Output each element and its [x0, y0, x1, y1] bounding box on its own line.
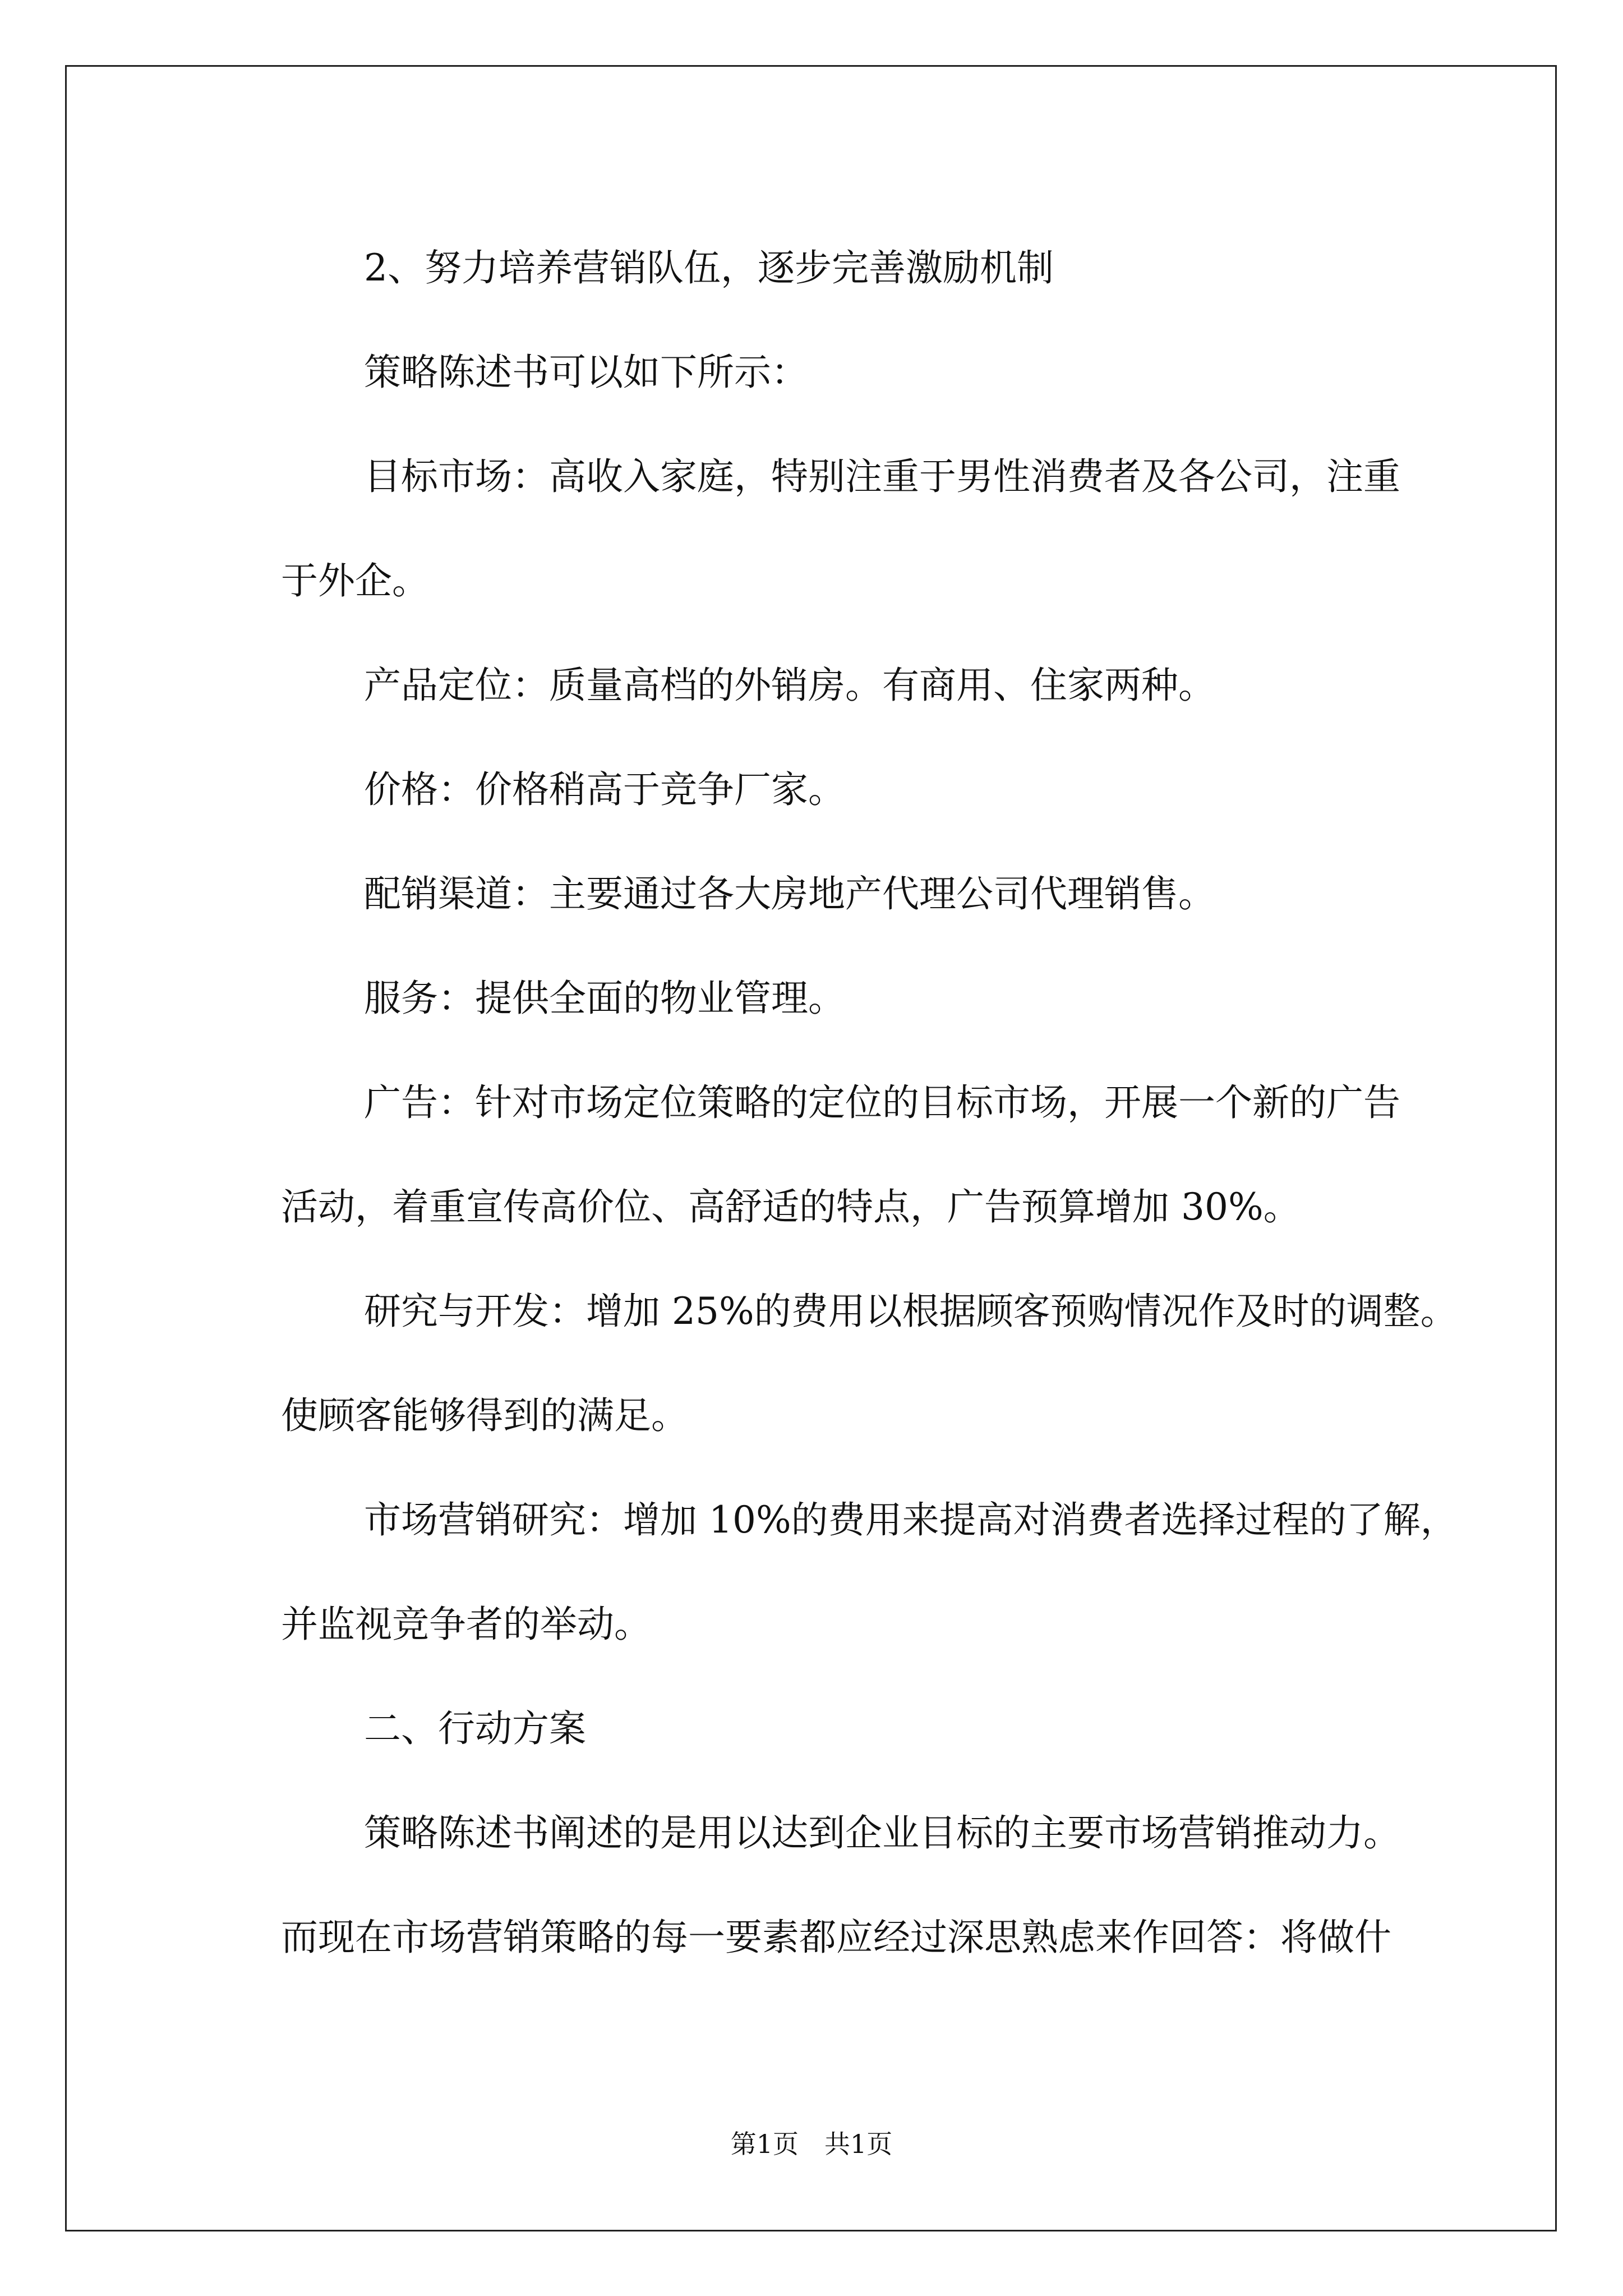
page-footer [0, 2127, 1623, 2161]
text-line: 价格：价格稍高于竞争厂家。 [364, 768, 845, 811]
paragraph [198, 320, 1423, 425]
text-line: 活动，着重宣传高价位、高舒适的特点，广告预算增加 30%。 [281, 1185, 1301, 1228]
paragraph [198, 216, 1423, 320]
paragraph [198, 946, 1423, 1051]
text-line: 广告：针对市场定位策略的定位的目标市场，开展一个新的广告 [364, 1081, 1400, 1124]
paragraph [198, 633, 1423, 738]
page-number-total: 共1页 [824, 2129, 893, 2159]
text-line: 配销渠道：主要通过各大房地产代理公司代理销售。 [364, 872, 1215, 915]
text-line: 研究与开发：增加 25%的费用以根据顾客预购情况作及时的调整。 [364, 1290, 1458, 1333]
paragraph [198, 842, 1423, 946]
text-line: 市场营销研究：增加 10%的费用来提高对消费者选择过程的了解， [364, 1498, 1458, 1542]
document-body [198, 216, 1458, 1990]
text-line: 于外企。 [281, 559, 429, 602]
text-line: 2、努力培养营销队伍，逐步完善激励机制 [364, 246, 1054, 289]
paragraph [198, 1259, 1458, 1468]
paragraph [198, 738, 1423, 842]
section-heading [198, 1677, 1423, 1781]
paragraph [198, 1468, 1458, 1677]
text-line: 二、行动方案 [364, 1707, 586, 1750]
text-line: 并监视竞争者的举动。 [281, 1603, 651, 1646]
text-line: 服务：提供全面的物业管理。 [364, 977, 845, 1020]
paragraph [198, 1051, 1423, 1259]
paragraph [198, 1781, 1423, 1990]
paragraph [198, 425, 1423, 633]
text-line: 策略陈述书可以如下所示： [364, 351, 808, 394]
page-number-current: 第1页 [730, 2129, 799, 2159]
text-line: 产品定位：质量高档的外销房。有商用、住家两种。 [364, 664, 1215, 707]
text-line: 使顾客能够得到的满足。 [281, 1394, 688, 1437]
text-line: 目标市场：高收入家庭，特别注重于男性消费者及各公司，注重 [364, 455, 1400, 498]
text-line: 策略陈述书阐述的是用以达到企业目标的主要市场营销推动力。 [364, 1811, 1400, 1855]
text-line: 而现在市场营销策略的每一要素都应经过深思熟虑来作回答：将做什 [281, 1916, 1391, 1959]
